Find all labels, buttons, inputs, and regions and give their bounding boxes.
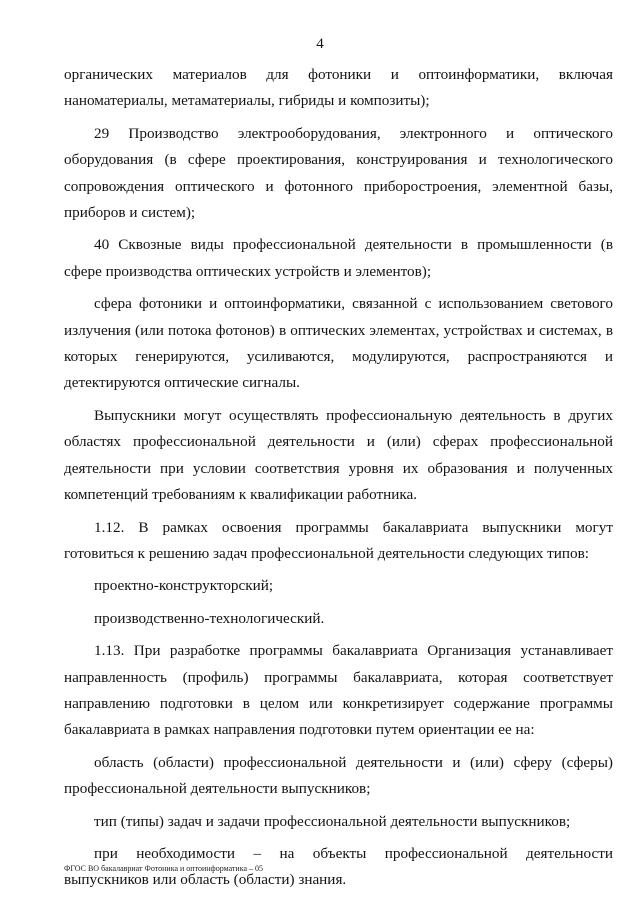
- list-item: производственно-технологический.: [94, 609, 325, 627]
- paragraph: 1.12. В рамках освоения программы бакалавриата выпускники могут готовиться к решению задач профессиональной деятельности следующих типов:: [64, 518, 613, 562]
- document-body: [64, 62, 613, 894]
- list-item: проектно-конструкторский;: [94, 577, 274, 595]
- paragraph: 40 Сквозные виды профессиональной деятельности в промышленности (в сфере производства оптических устройств и элементов);: [64, 236, 613, 280]
- paragraph: сфера фотоники и оптоинформатики, связанной с использованием светового излучения (или потока фотонов) в оптических элементах, устройствах и системах, в которых генерируются, усиливаются, модулируются, распространяются и детектируются оптические сигналы.: [64, 295, 613, 392]
- list-item: при необходимости – на объекты профессиональной деятельности выпускников или область (области) знания.: [64, 844, 613, 889]
- list-item: область (области) профессиональной деятельности и (или) сферу (сферы) профессиональной деятельности выпускников;: [64, 753, 613, 798]
- paragraph: органических материалов для фотоники и оптоинформатики, включая наноматериалы, метаматериалы, гибриды и композиты);: [64, 66, 613, 110]
- page-number: 4: [316, 36, 324, 52]
- paragraph: Выпускники могут осуществлять профессиональную деятельность в других областях профессиональной деятельности и (или) сферах профессиональной деятельности при условии соответствия уровня их образования и полученных компетенций требованиям к квалификации работника.: [64, 406, 613, 504]
- list-item: тип (типы) задач и задачи профессиональной деятельности выпускников;: [94, 812, 571, 830]
- page-footer: ФГОС ВО бакалавриат Фотоника и оптоинформатика – 05: [64, 864, 264, 873]
- paragraph: 29 Производство электрооборудования, электронного и оптического оборудования (в сфере проектирования, конструирования и технологического сопровождения оптического и фотонного приборостроения, элементной базы, приборов и систем);: [64, 124, 613, 222]
- paragraph: 1.13. При разработке программы бакалавриата Организация устанавливает направленность (профиль) программы бакалавриата, которая соответствует направлению подготовки в целом или конкретизирует содержание программы бакалавриата в рамках направления подготовки путем ориентации ее на:: [64, 642, 613, 739]
